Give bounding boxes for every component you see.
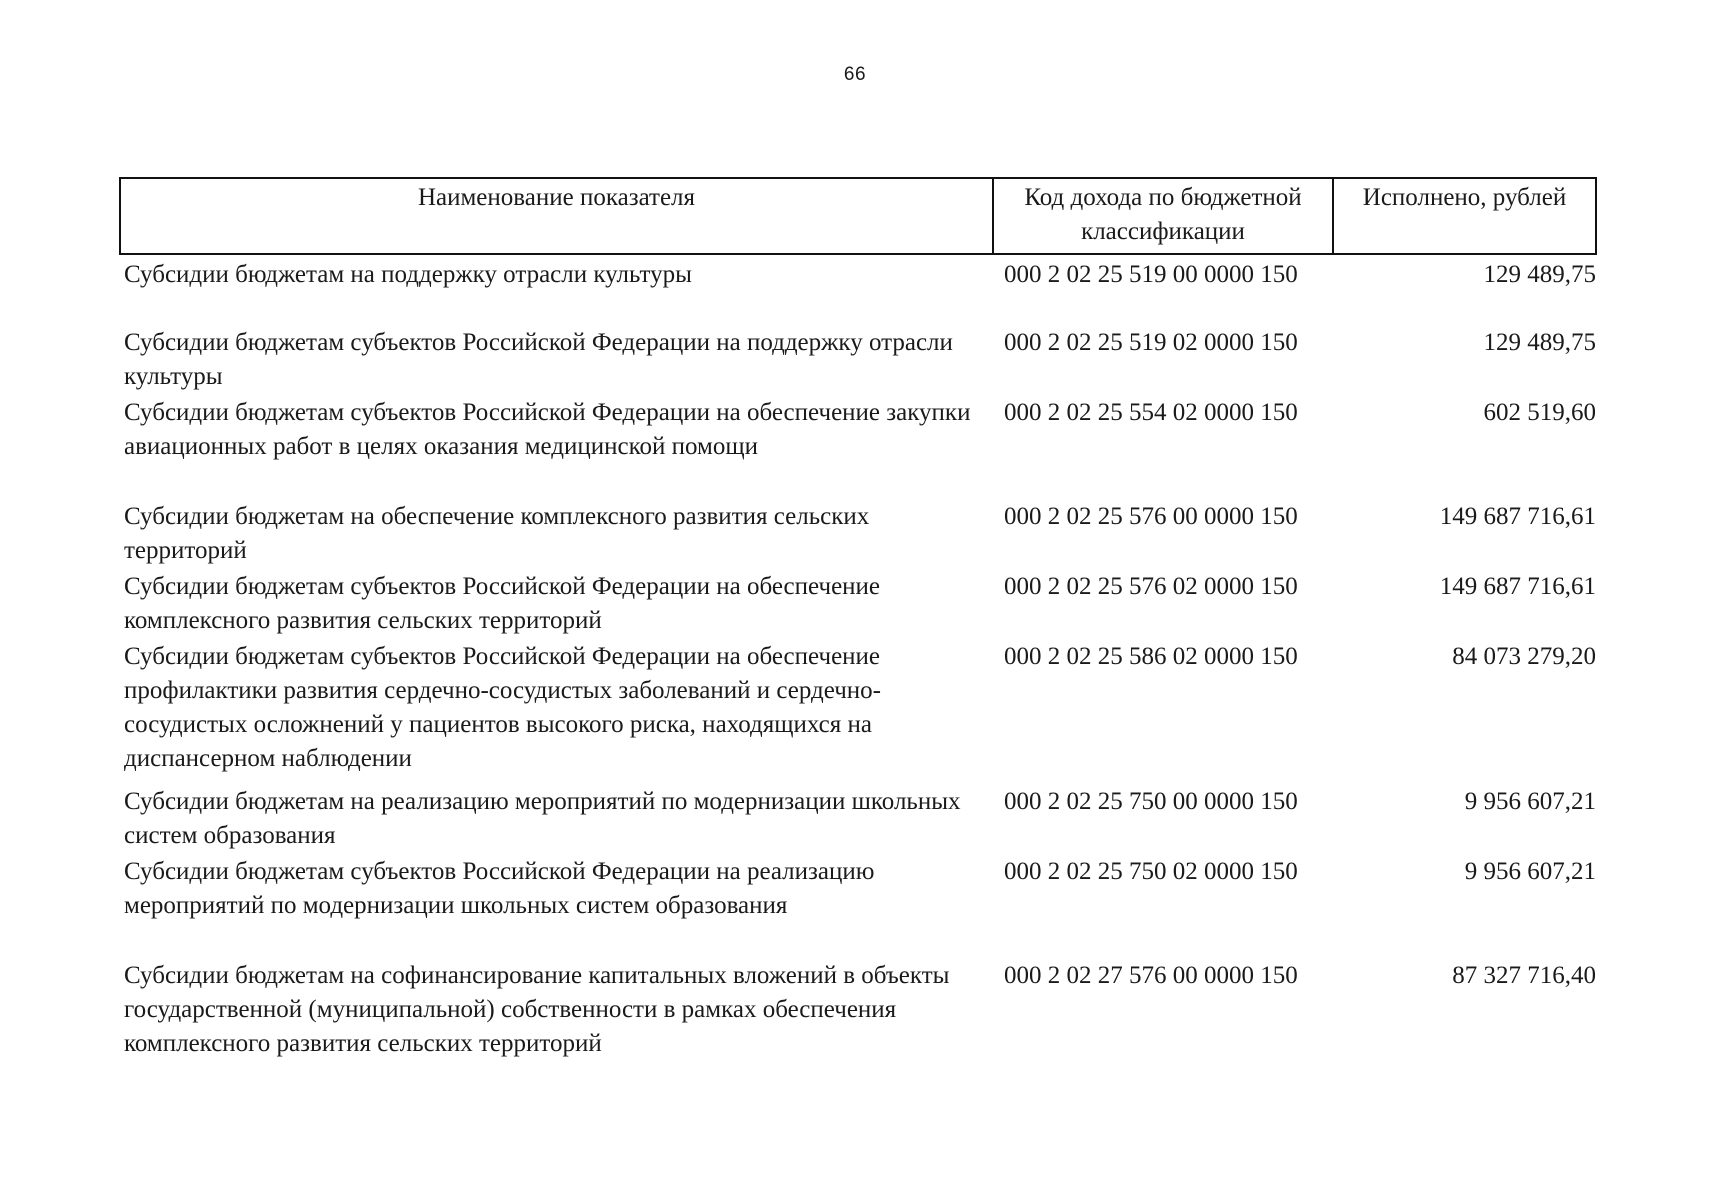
budget-code-cell: 000 2 02 25 554 02 0000 150	[1004, 399, 1298, 426]
table-body	[120, 254, 1596, 1063]
budget-revenue-table	[119, 177, 1597, 1063]
budget-code-cell: 000 2 02 25 519 02 0000 150	[1004, 329, 1298, 356]
executed-amount-cell: 87 327 716,40	[1452, 962, 1596, 989]
budget-code-cell: 000 2 02 25 586 02 0000 150	[1004, 643, 1298, 670]
page-number: 66	[843, 64, 867, 85]
budget-code-cell: 000 2 02 25 750 00 0000 150	[1004, 788, 1298, 815]
indicator-name-cell: Субсидии бюджетам субъектов Российской Федерации на обеспечение профилактики развития сердечно-сосудистых заболеваний и сердечно-сосудистых осложнений у пациентов высокого риска, находящихся на диспансерном наблюдении	[124, 643, 882, 772]
executed-amount-cell: 9 956 607,21	[1464, 858, 1596, 885]
table-row	[120, 570, 1596, 640]
executed-amount-cell: 84 073 279,20	[1452, 643, 1596, 670]
indicator-name-cell: Субсидии бюджетам на обеспечение комплексного развития сельских территорий	[124, 503, 870, 564]
indicator-name-cell: Субсидии бюджетам на поддержку отрасли культуры	[124, 261, 692, 288]
table-row	[120, 396, 1596, 500]
table-row	[120, 500, 1596, 570]
budget-code-cell: 000 2 02 25 750 02 0000 150	[1004, 858, 1298, 885]
executed-amount-cell: 149 687 716,61	[1439, 573, 1596, 600]
table-row	[120, 959, 1596, 1063]
executed-amount-cell: 602 519,60	[1483, 399, 1596, 426]
table-header-row	[120, 178, 1596, 254]
table-row	[120, 326, 1596, 396]
budget-code-cell: 000 2 02 27 576 00 0000 150	[1004, 962, 1298, 989]
table-row	[120, 254, 1596, 326]
header-indicator-name: Наименование показателя	[120, 178, 993, 254]
header-executed-amount: Исполнено, рублей	[1333, 178, 1596, 254]
executed-amount-cell: 129 489,75	[1483, 261, 1596, 288]
indicator-name-cell: Субсидии бюджетам на реализацию мероприятий по модернизации школьных систем образования	[124, 788, 961, 849]
table-row	[120, 855, 1596, 959]
indicator-name-cell: Субсидии бюджетам на софинансирование капитальных вложений в объекты государственной (муниципальной) собственности в рамках обеспечения комплексного развития сельских территорий	[124, 962, 950, 1057]
indicator-name-cell: Субсидии бюджетам субъектов Российской Федерации на поддержку отрасли культуры	[124, 329, 953, 390]
budget-code-cell: 000 2 02 25 519 00 0000 150	[1004, 261, 1298, 288]
table-row	[120, 640, 1596, 785]
header-budget-code: Код дохода по бюджетной классификации	[993, 178, 1333, 254]
budget-code-cell: 000 2 02 25 576 00 0000 150	[1004, 503, 1298, 530]
budget-code-cell: 000 2 02 25 576 02 0000 150	[1004, 573, 1298, 600]
table-header	[120, 178, 1596, 254]
table-row	[120, 785, 1596, 855]
indicator-name-cell: Субсидии бюджетам субъектов Российской Федерации на обеспечение комплексного развития сельских территорий	[124, 573, 881, 634]
executed-amount-cell: 129 489,75	[1483, 329, 1596, 356]
indicator-name-cell: Субсидии бюджетам субъектов Российской Федерации на реализацию мероприятий по модернизации школьных систем образования	[124, 858, 875, 919]
executed-amount-cell: 149 687 716,61	[1439, 503, 1596, 530]
executed-amount-cell: 9 956 607,21	[1464, 788, 1596, 815]
indicator-name-cell: Субсидии бюджетам субъектов Российской Федерации на обеспечение закупки авиационных работ в целях оказания медицинской помощи	[124, 399, 971, 460]
